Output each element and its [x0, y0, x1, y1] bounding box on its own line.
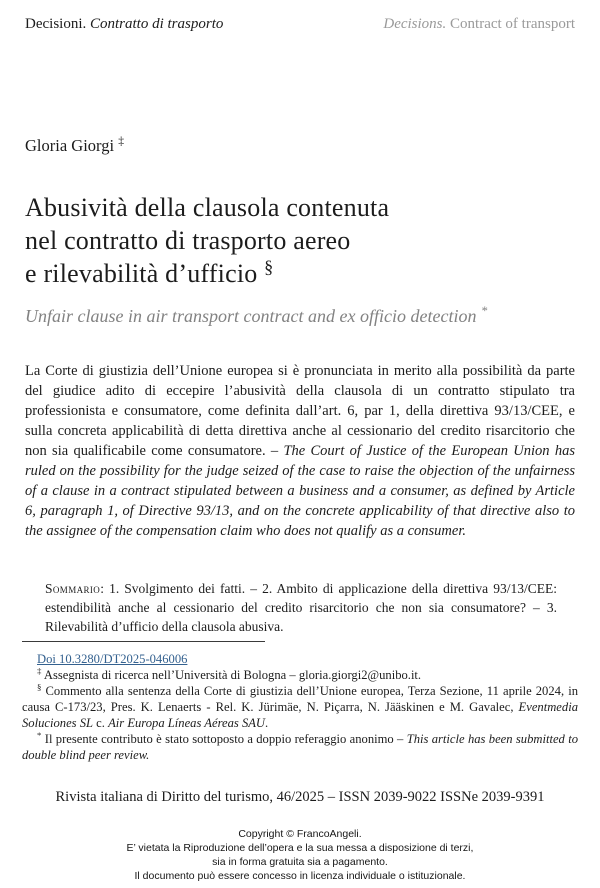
copyright-footer: [0, 827, 600, 883]
footnote-separator-rule: [22, 641, 265, 642]
running-head-english: [383, 16, 575, 33]
section-label-en: Decisions.: [383, 16, 447, 32]
copyright-line-2: E’ vietata la Riproduzione dell’opera e la sua messa a disposizione di terzi,: [126, 842, 474, 854]
author-line: [25, 136, 124, 156]
footnote-star: * Il presente contributo è stato sottoposto a doppio referaggio anonimo – This article has been submitted to double blind peer review.: [22, 729, 578, 762]
title-line-3: e rilevabilità d’ufficio §: [25, 256, 274, 288]
case-versus: c.: [96, 716, 105, 730]
footnote-section: § Commento alla sentenza della Corte di giustizia dell’Unione europea, Terza Sezione, 11 aprile 2024, in causa C-173/23, Pres. K. Lenaerts - Rel. K. Jürimäe, N. Piçarra, N. Jääskinen e M. Gavalec, Eventmedia Soluciones SL c. Air Europa Líneas Aéreas SAU.: [22, 681, 578, 730]
abstract-separator: –: [270, 443, 279, 459]
author-name: Gloria Giorgi: [25, 136, 115, 155]
sommario-body: : 1. Svolgimento dei fatti. – 2. Ambito di applicazione della direttiva 93/13/CEE: estendibilità anche al cessionario del credito risarcitorio che non sia consumatore? – 3. Rilevabilità d’ufficio della clausola abusiva.: [45, 581, 557, 634]
footnote-dagger: ‡ Assegnista di ricerca nell’Università di Bologna – gloria.giorgi2@unibo.it.: [37, 665, 422, 682]
sommario-label: Sommario: [45, 581, 101, 596]
sommario-block: [45, 579, 557, 636]
article-title: [25, 191, 575, 290]
running-head: [25, 16, 575, 33]
copyright-line-1: Copyright © FrancoAngeli.: [238, 828, 362, 840]
peer-review-note-english: This article has been submitted to double blind peer review.: [22, 732, 578, 762]
copyright-line-3: sia in forma gratuita sia a pagamento.: [212, 856, 388, 868]
title-line-2: nel contratto di trasporto aereo: [25, 226, 351, 255]
star-mark: *: [37, 729, 42, 740]
author-footnote-mark: ‡: [118, 135, 124, 148]
abstract: [25, 361, 575, 541]
section-topic-en: Contract of transport: [450, 16, 575, 32]
article-subtitle-english: Unfair clause in air transport contract and ex officio detection *: [25, 304, 488, 326]
running-head-italian: [25, 16, 223, 33]
section-mark: §: [37, 681, 42, 692]
footnotes: [22, 651, 578, 763]
footnote-doi: [22, 651, 578, 667]
case-defendant: Air Europa Líneas Aéreas SAU: [108, 716, 266, 730]
section-label-it: Decisioni.: [25, 16, 87, 32]
copyright-line-4: Il documento può essere concesso in licenza individuale o istituzionale.: [134, 870, 466, 882]
subtitle-footnote-mark: *: [480, 304, 488, 318]
section-topic-it: Contratto di trasporto: [90, 16, 224, 32]
doi-link[interactable]: Doi 10.3280/DT2025-046006: [37, 652, 188, 666]
title-line-1: Abusività della clausola contenuta: [25, 193, 390, 222]
title-footnote-mark: §: [264, 256, 274, 277]
dagger-mark: ‡: [37, 665, 42, 676]
abstract-english: The Court of Justice of the European Union has ruled on the possibility for the judge seized of the case to raise the objection of the unfairness of a clause in a contract stipulated between a business and a consumer, as defined by Article 6, paragraph 1, of Directive 93/13, and on the concrete applicability of that directive also to the assignee of the compensation claim who does not qualify as a consumer.: [25, 443, 575, 539]
case-plaintiff: Eventmedia Soluciones SL: [22, 700, 578, 730]
journal-issn-line: Rivista italiana di Diritto del turismo, 46/2025 – ISSN 2039-9022 ISSNe 2039-9391: [55, 789, 545, 805]
abstract-italian: La Corte di giustizia dell’Unione europea si è pronunciata in merito alla possibilità da parte del giudice adito di eccepire l’abusività della clausola di un contratto stipulato tra professionista e consumatore, come definita dall’art. 6, par 1, della direttiva 93/13/CEE, e sulla concreta applicabilità di detta direttiva anche al cessionario del credito risarcitorio che non sia qualificabile come consumatore.: [25, 363, 575, 459]
